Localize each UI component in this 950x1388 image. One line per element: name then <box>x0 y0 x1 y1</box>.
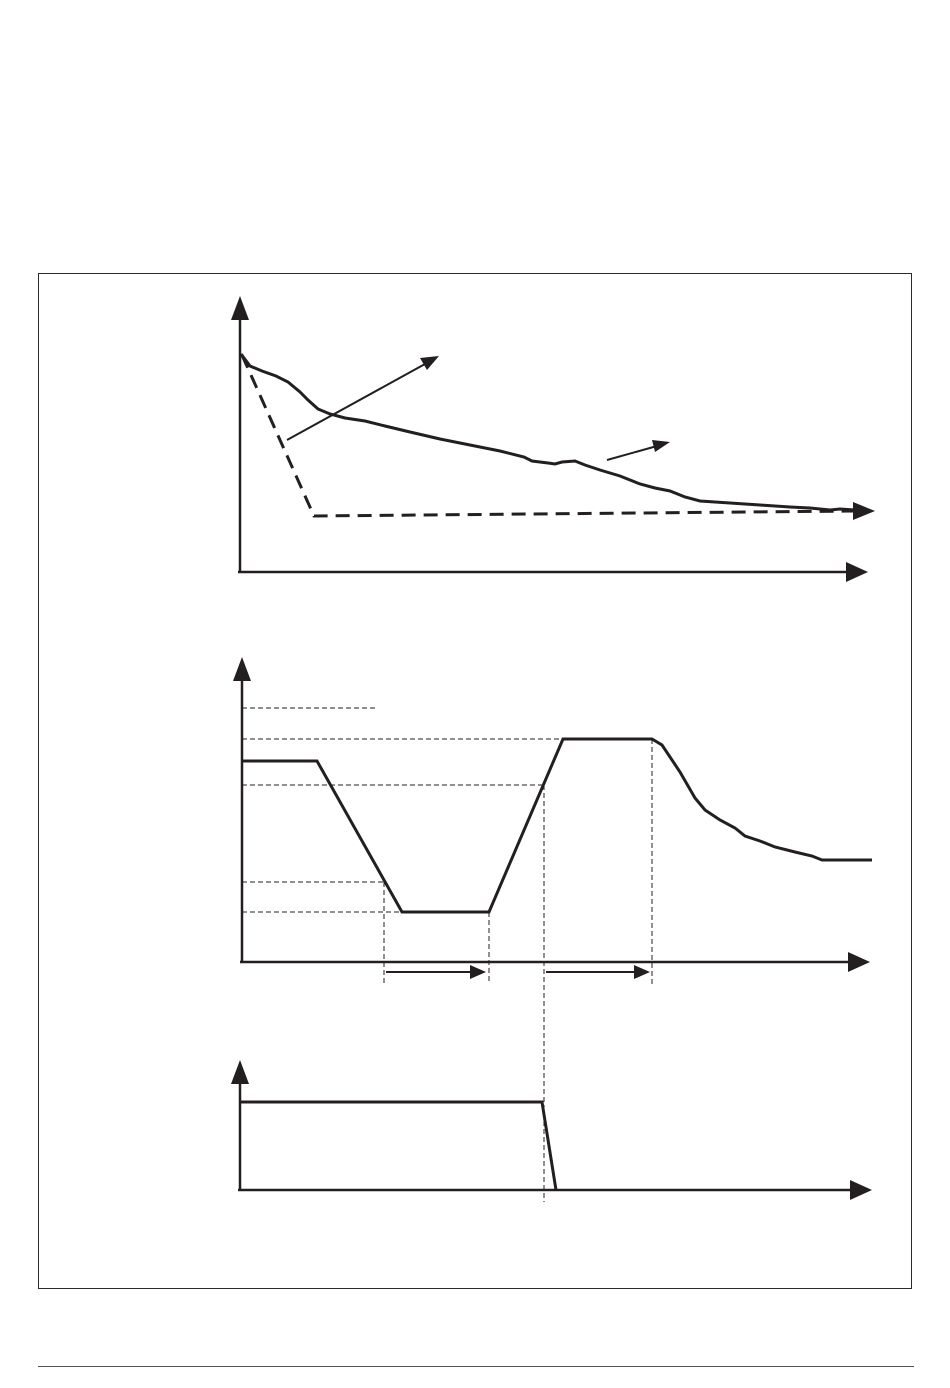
bottom-x-axis-arrowhead <box>850 1180 872 1200</box>
middle-x-axis-arrowhead <box>848 952 870 972</box>
top-dashed-curve <box>242 355 855 516</box>
middle-interval-arrow-2-head <box>634 965 650 979</box>
footer-rule <box>38 1366 914 1367</box>
top-annotation-arrow-1 <box>287 364 425 440</box>
top-annotation-arrow-1-head <box>420 356 439 370</box>
top-annotation-arrow-2-head <box>652 440 670 452</box>
top-annotation-arrow-2 <box>607 446 657 460</box>
bottom-panel <box>231 1060 872 1200</box>
top-y-axis-arrowhead <box>231 296 249 320</box>
middle-y-axis-arrowhead <box>233 657 251 681</box>
middle-solid-curve <box>242 739 872 912</box>
top-solid-curve <box>241 354 855 510</box>
bottom-y-axis-arrowhead <box>231 1060 249 1084</box>
bottom-solid-curve <box>240 1102 556 1190</box>
middle-interval-arrow-1-head <box>470 965 486 979</box>
top-dashed-curve-arrowhead <box>853 502 875 520</box>
top-x-axis-arrowhead <box>846 562 868 582</box>
top-panel <box>231 296 875 582</box>
middle-panel <box>233 657 872 1202</box>
